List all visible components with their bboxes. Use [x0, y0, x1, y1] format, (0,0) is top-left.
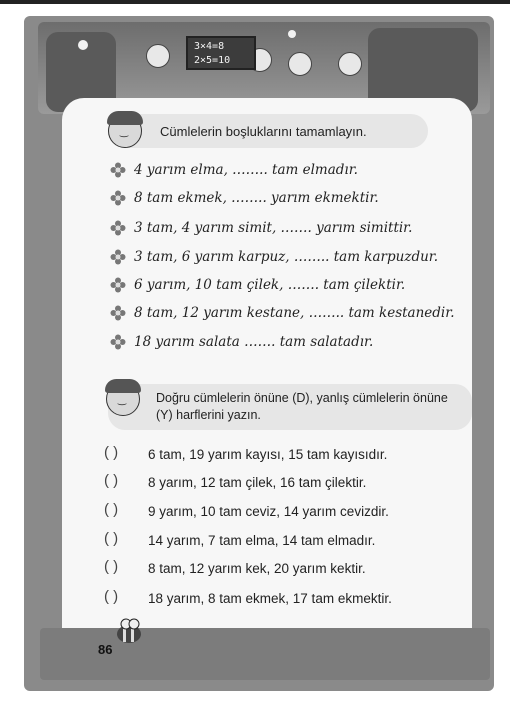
flower-bullet-icon	[110, 190, 126, 206]
answer-blank[interactable]: ( )	[104, 588, 119, 605]
true-false-item: 18 yarım, 8 tam ekmek, 17 tam ekmektir.	[148, 591, 392, 606]
light-dot	[288, 30, 296, 38]
child-figure	[338, 52, 362, 76]
flower-bullet-icon	[110, 249, 126, 265]
board-line-2: 2×5=10	[194, 55, 231, 66]
true-false-item: 8 yarım, 12 tam çilek, 16 tam çilektir.	[148, 475, 367, 490]
fill-blank-item: 8 tam, 12 yarım kestane, …….. tam kestanedir.	[134, 305, 455, 321]
answer-blank[interactable]: ( )	[104, 444, 119, 461]
fill-blank-item: 6 yarım, 10 tam çilek, ……. tam çilektir.	[134, 277, 406, 293]
child-figure	[146, 44, 170, 68]
section2-instruction-banner	[108, 384, 472, 430]
chalkboard	[186, 36, 256, 70]
fill-blank-item: 3 tam, 6 yarım karpuz, …….. tam karpuzdur.	[134, 249, 439, 265]
flower-bullet-icon	[110, 277, 126, 293]
content-panel	[62, 98, 472, 638]
true-false-item: 6 tam, 19 yarım kayısı, 15 tam kayısıdır.	[148, 447, 388, 462]
flower-bullet-icon	[110, 305, 126, 321]
girl-face-icon	[108, 114, 142, 148]
true-false-item: 9 yarım, 10 tam ceviz, 14 yarım cevizdir.	[148, 504, 389, 519]
scan-top-edge	[0, 0, 510, 4]
boy-face-icon	[106, 382, 140, 416]
section1-instruction-banner	[108, 114, 428, 148]
answer-blank[interactable]: ( )	[104, 530, 119, 547]
child-figure	[288, 52, 312, 76]
bee-mascot-icon	[112, 616, 146, 646]
fill-blank-item: 4 yarım elma, …….. tam elmadır.	[134, 162, 358, 178]
flower-bullet-icon	[110, 334, 126, 350]
page-number: 86	[98, 642, 113, 657]
fill-blank-item: 18 yarım salata ……. tam salatadır.	[134, 334, 374, 350]
light-dot	[78, 40, 88, 50]
section1-instruction: Cümlelerin boşluklarını tamamlayın.	[160, 123, 367, 139]
section2-instruction-line1: Doğru cümlelerin önüne (D), yanlış cümlelerin önüne	[156, 391, 448, 405]
answer-blank[interactable]: ( )	[104, 472, 119, 489]
flower-bullet-icon	[110, 162, 126, 178]
section2-instruction-line2: (Y) harflerini yazın.	[156, 408, 261, 422]
flower-bullet-icon	[110, 220, 126, 236]
answer-blank[interactable]: ( )	[104, 501, 119, 518]
true-false-item: 8 tam, 12 yarım kek, 20 yarım kektir.	[148, 561, 366, 576]
answer-blank[interactable]: ( )	[104, 558, 119, 575]
board-line-1: 3×4=8	[194, 41, 225, 52]
fill-blank-item: 8 tam ekmek, …….. yarım ekmektir.	[134, 190, 379, 206]
true-false-item: 14 yarım, 7 tam elma, 14 tam elmadır.	[148, 533, 376, 548]
fill-blank-item: 3 tam, 4 yarım simit, ……. yarım simittir.	[134, 220, 413, 236]
